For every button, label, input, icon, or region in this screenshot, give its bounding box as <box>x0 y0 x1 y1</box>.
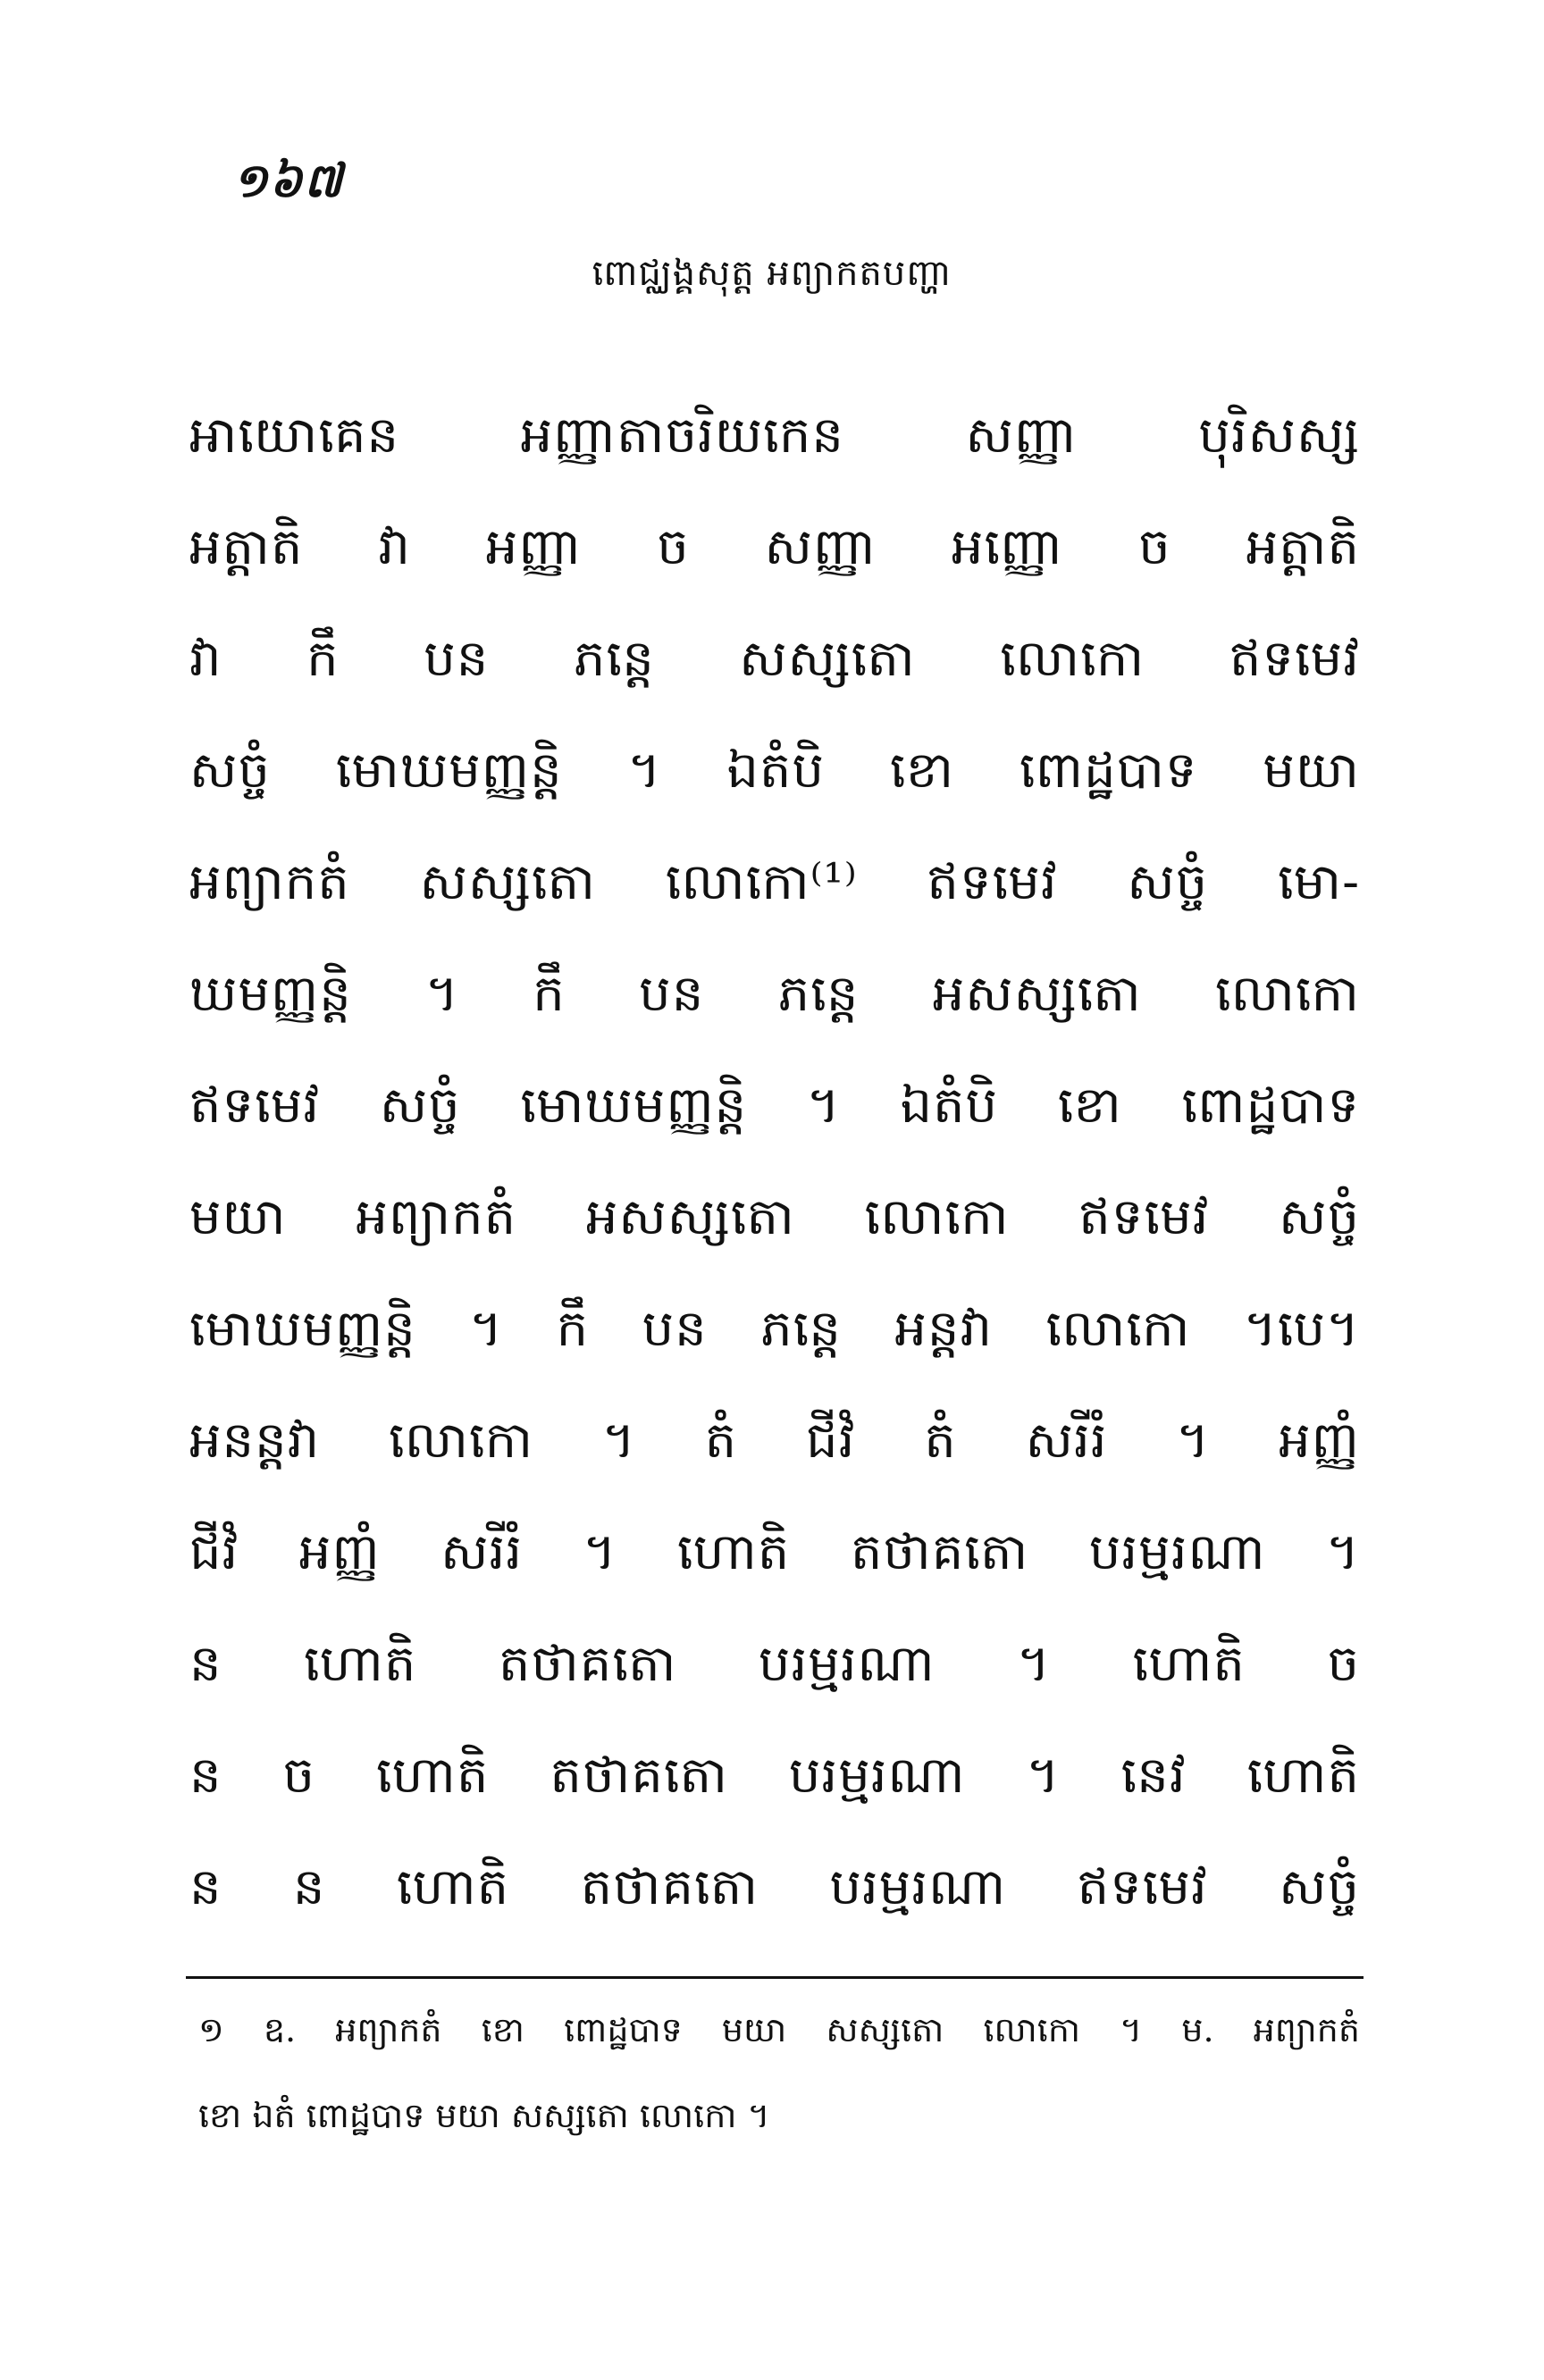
page-number: ១៦៧ <box>232 154 344 208</box>
text-line: សច្ចំ មោឃមញ្ញន្តិ ។ ឯតំបិ ខោ ពោដ្ឋបាទ មយា <box>189 742 1360 800</box>
text-line: ន ច ហោតិ តថាគតោ បរម្មរណា ។ នេវ ហោតិ <box>189 1747 1360 1805</box>
footnotes <box>198 1994 1360 2166</box>
text-line: អត្តាតិ វា អញ្ញា ច សញ្ញា អញ្ញោ ច អត្តាតិ <box>189 518 1360 576</box>
footnote-divider <box>186 1976 1364 1979</box>
footnote-line: ខោ ឯតំ ពោដ្ឋបាទ មយា សស្សតោ លោកោ ។ <box>198 2096 770 2135</box>
text-line: ជីវំ អញ្ញំ សរីរំ ។ ហោតិ តថាគតោ បរម្មរណា ។ <box>189 1523 1360 1581</box>
text-line: អាយោគេន អញ្ញាតាចរិយកេន សញ្ញា បុរិសស្ស <box>189 406 1360 465</box>
text-line: ន ន ហោតិ តថាគតោ បរម្មរណា ឥទមេវ សច្ចំ <box>189 1858 1360 1916</box>
running-title: ពោជ្ឈង្គសុត្ត អព្យាកតបញ្ហា <box>592 253 952 294</box>
text-line: មយា អព្យាកតំ អសស្សតោ លោកោ ឥទមេវ សច្ចំ <box>189 1188 1360 1246</box>
body-text <box>189 393 1360 1957</box>
text-line: មោឃមញ្ញន្តិ ។ កឹ បន ភន្តេ អន្តវា លោកោ ។បេ។ <box>189 1300 1360 1358</box>
text-line: ន ហោតិ តថាគតោ បរម្មរណា ។ ហោតិ ច <box>189 1635 1360 1693</box>
footnote-line: ១ ឧ. អព្យាកតំ ខោ ពោដ្ឋបាទ មយា សស្សតោ លោកោ ។ ម. អព្យាកតំ <box>198 2010 1360 2049</box>
text-line: អព្យាកតំ សស្សតោ លោកោ⁽¹⁾ ឥទមេវ សច្ចំ មោ- <box>189 853 1360 911</box>
text-line: វា កឹ បន ភន្តេ សស្សតោ លោកោ ឥទមេវ <box>189 630 1360 688</box>
text-line: ឥទមេវ សច្ចំ មោឃមញ្ញន្តិ ។ ឯតំបិ ខោ ពោដ្ឋបាទ <box>189 1077 1360 1135</box>
text-line: អនន្តវា លោកោ ។ តំ ជីវំ តំ សរីរំ ។ អញ្ញំ <box>189 1412 1360 1470</box>
text-line: ឃមញ្ញន្តិ ។ កឹ បន ភន្តេ អសស្សតោ លោកោ <box>189 965 1360 1023</box>
